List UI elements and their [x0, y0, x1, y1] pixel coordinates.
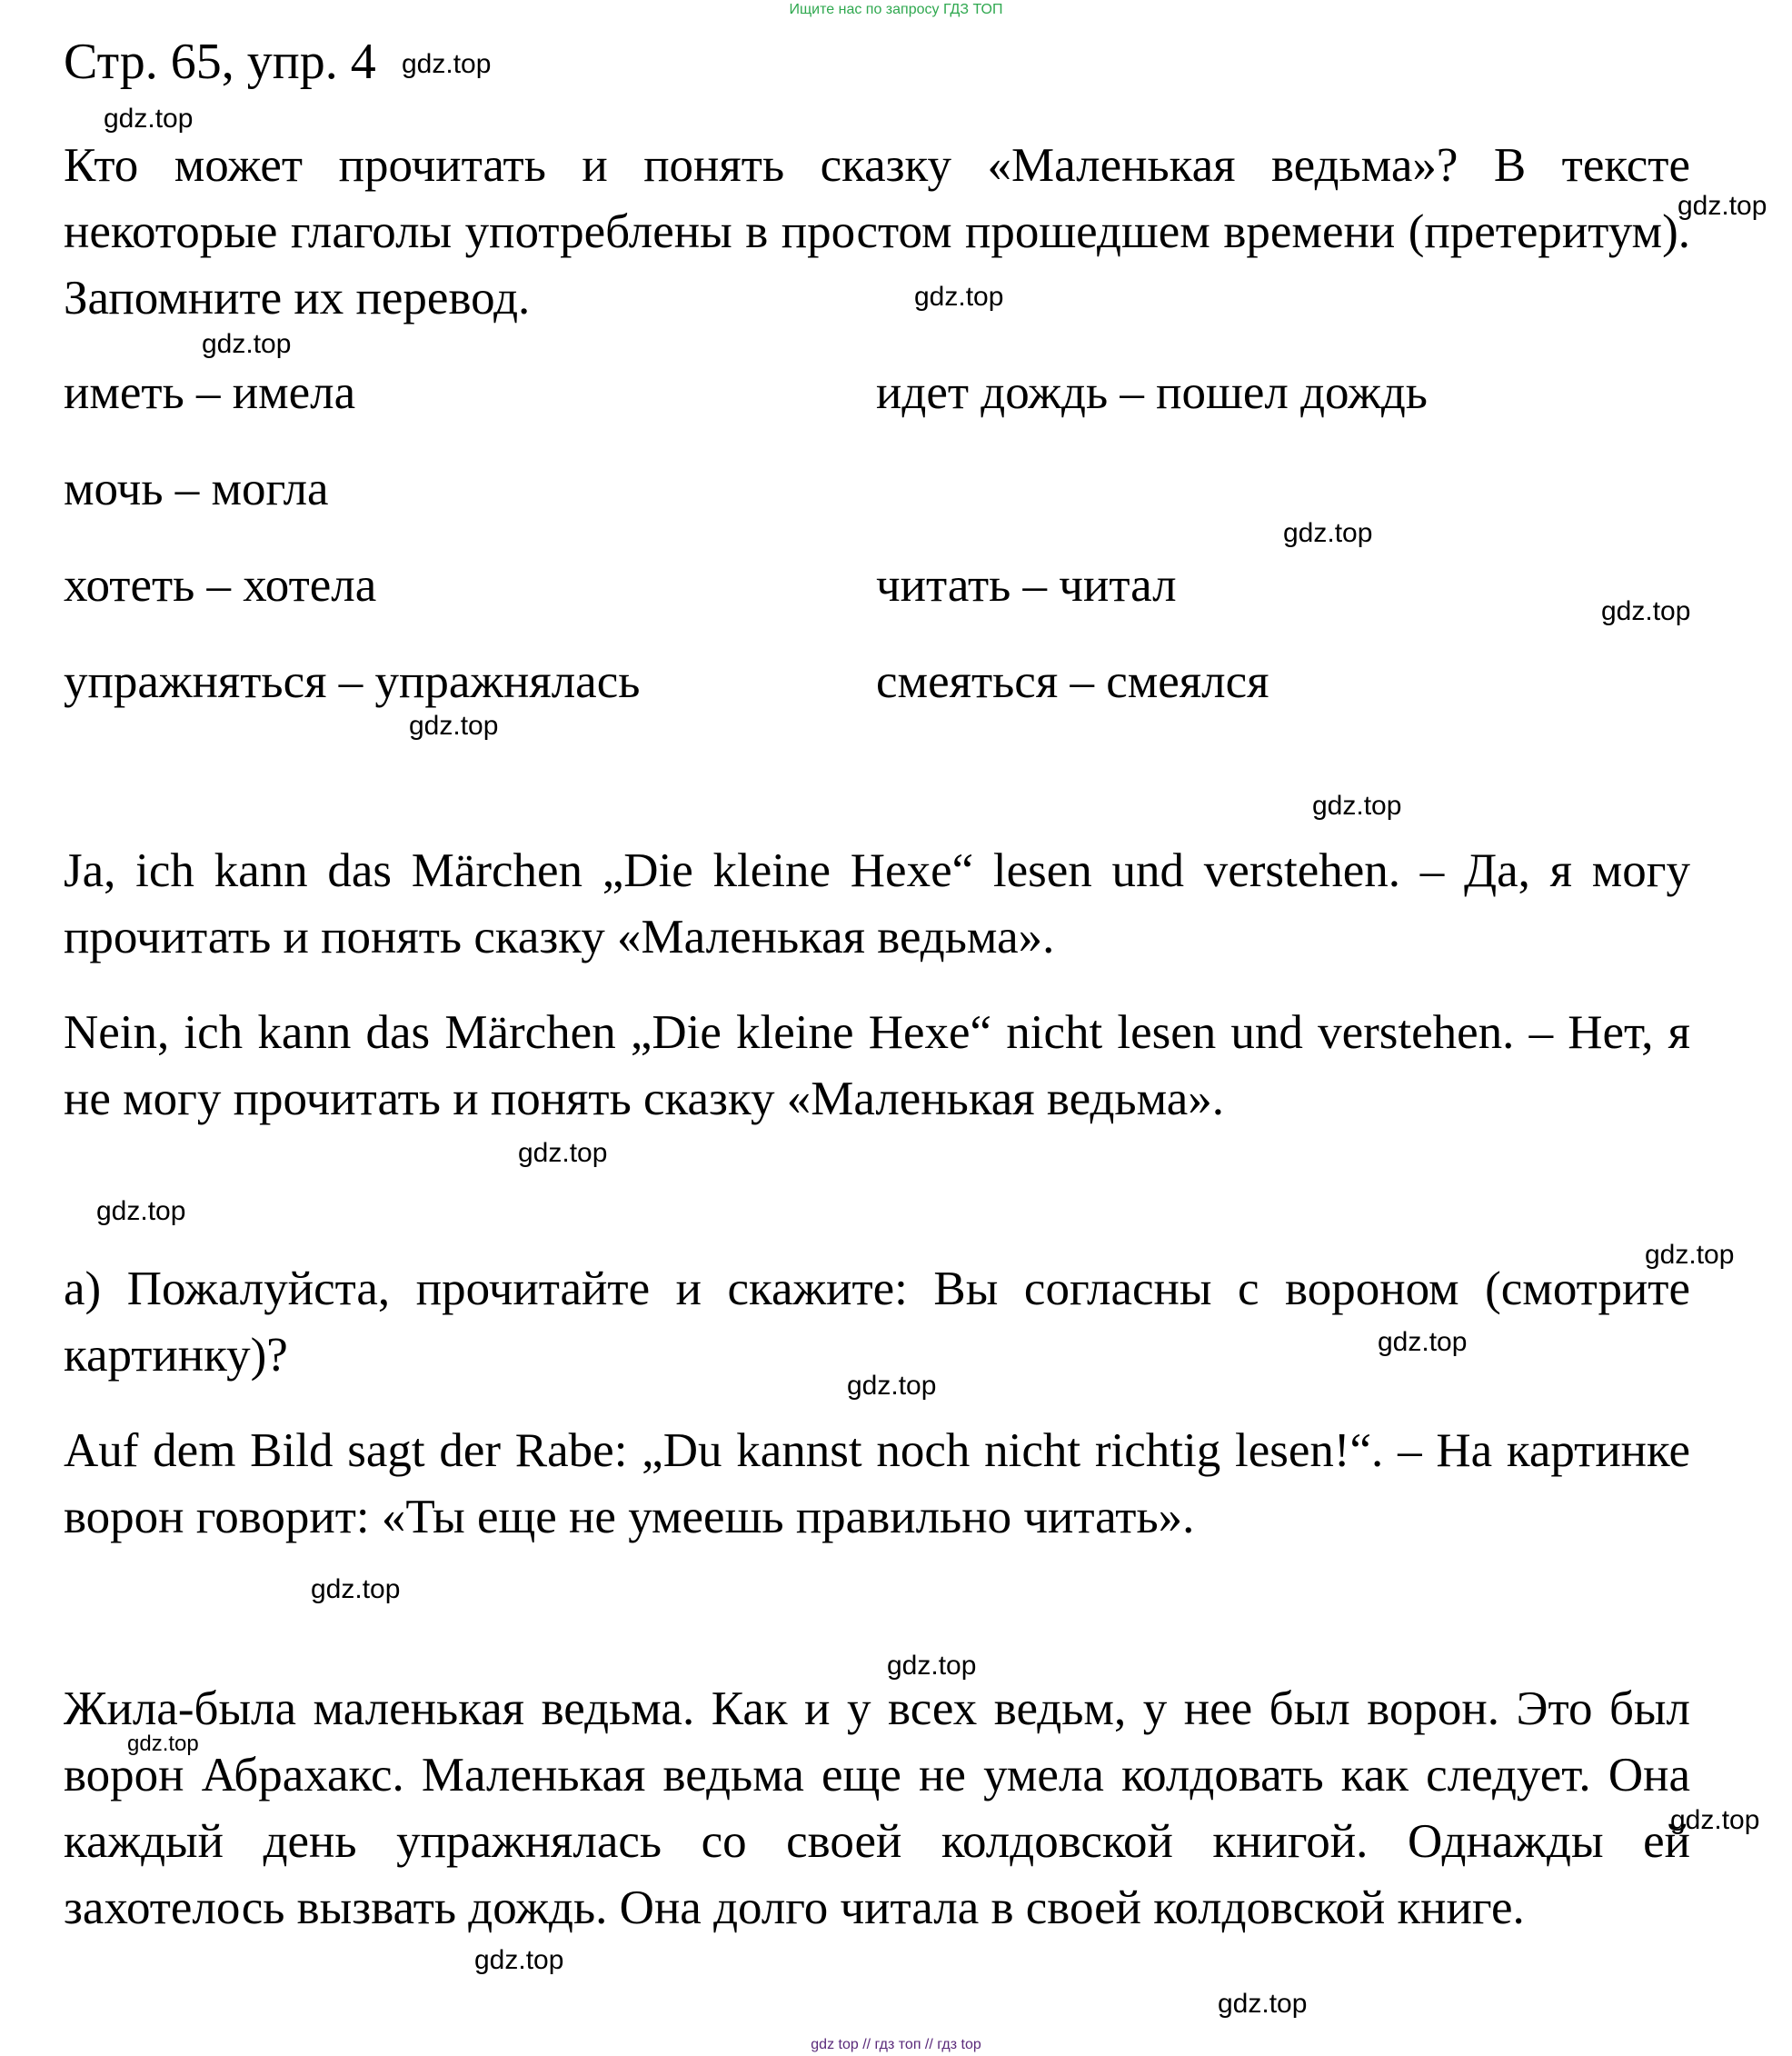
watermark: gdz.top: [1218, 1989, 1308, 2019]
watermark: gdz.top: [1645, 1240, 1735, 1270]
watermark: gdz.top: [104, 104, 194, 134]
vocab-left-item: мочь – могла: [64, 463, 329, 515]
watermark: gdz.top: [518, 1138, 608, 1168]
watermark: gdz.top: [1601, 596, 1691, 626]
answer-raven: Auf dem Bild sagt der Rabe: „Du kannst noch nicht richtig lesen!“. – На картинке ворон говорит: «Ты еще не умеешь правильно читать».: [64, 1424, 1690, 1543]
page-title: Стр. 65, упр. 4: [64, 34, 376, 90]
top-banner: Ищите нас по запросу ГДЗ ТОП: [789, 2, 1003, 17]
vocab-left-item: хотеть – хотела: [64, 559, 377, 612]
watermark: gdz.top: [96, 1196, 186, 1226]
answer-yes: Ja, ich kann das Märchen „Die kleine Hexe“ lesen und verstehen. – Да, я могу прочитать и понять сказку «Маленькая ведьма».: [64, 844, 1690, 963]
watermark: gdz.top: [887, 1651, 977, 1681]
watermark: gdz.top: [127, 1732, 199, 1756]
vocab-left-item: упражняться – упражнялась: [64, 655, 641, 708]
watermark: gdz.top: [914, 282, 1004, 312]
bottom-banner: gdz top // гдз топ // гдз top: [811, 2037, 981, 2052]
watermark: gdz.top: [1678, 191, 1767, 221]
watermark: gdz.top: [202, 329, 292, 359]
vocab-left-item: иметь – имела: [64, 366, 356, 419]
watermark: gdz.top: [847, 1371, 937, 1401]
watermark: gdz.top: [1378, 1327, 1468, 1357]
watermark: gdz.top: [402, 49, 492, 79]
vocab-right-item: идет дождь – пошел дождь: [876, 366, 1428, 419]
vocab-right-item: смеяться – смеялся: [876, 655, 1269, 708]
watermark: gdz.top: [474, 1945, 564, 1975]
story-paragraph: Жила-была маленькая ведьма. Как и у всех ведьм, у нее был ворон. Это был ворон Абрахакс. Маленькая ведьма еще не умела колдовать как следует. Она каждый день упражнялась со своей колдовской книгой. Однажды ей захотелось вызвать дождь. Она долго читала в своей колдовской книге.: [64, 1682, 1690, 1934]
watermark: gdz.top: [1312, 791, 1402, 821]
vocab-right-item: читать – читал: [876, 559, 1177, 612]
watermark: gdz.top: [1283, 518, 1373, 548]
watermark: gdz.top: [409, 711, 499, 741]
task-a: a) Пожалуйста, прочитайте и скажите: Вы согласны с вороном (смотрите картинку)?: [64, 1263, 1690, 1382]
intro-paragraph: Кто может прочитать и понять сказку «Маленькая ведьма»? В тексте некоторые глаголы употреблены в простом прошедшем времени (претеритум). Запомните их перевод.: [64, 139, 1690, 324]
watermark: gdz.top: [311, 1574, 401, 1604]
answer-no: Nein, ich kann das Märchen „Die kleine Hexe“ nicht lesen und verstehen. – Нет, я не могу прочитать и понять сказку «Маленькая ведьма».: [64, 1006, 1690, 1125]
watermark: gdz.top: [1670, 1805, 1760, 1835]
